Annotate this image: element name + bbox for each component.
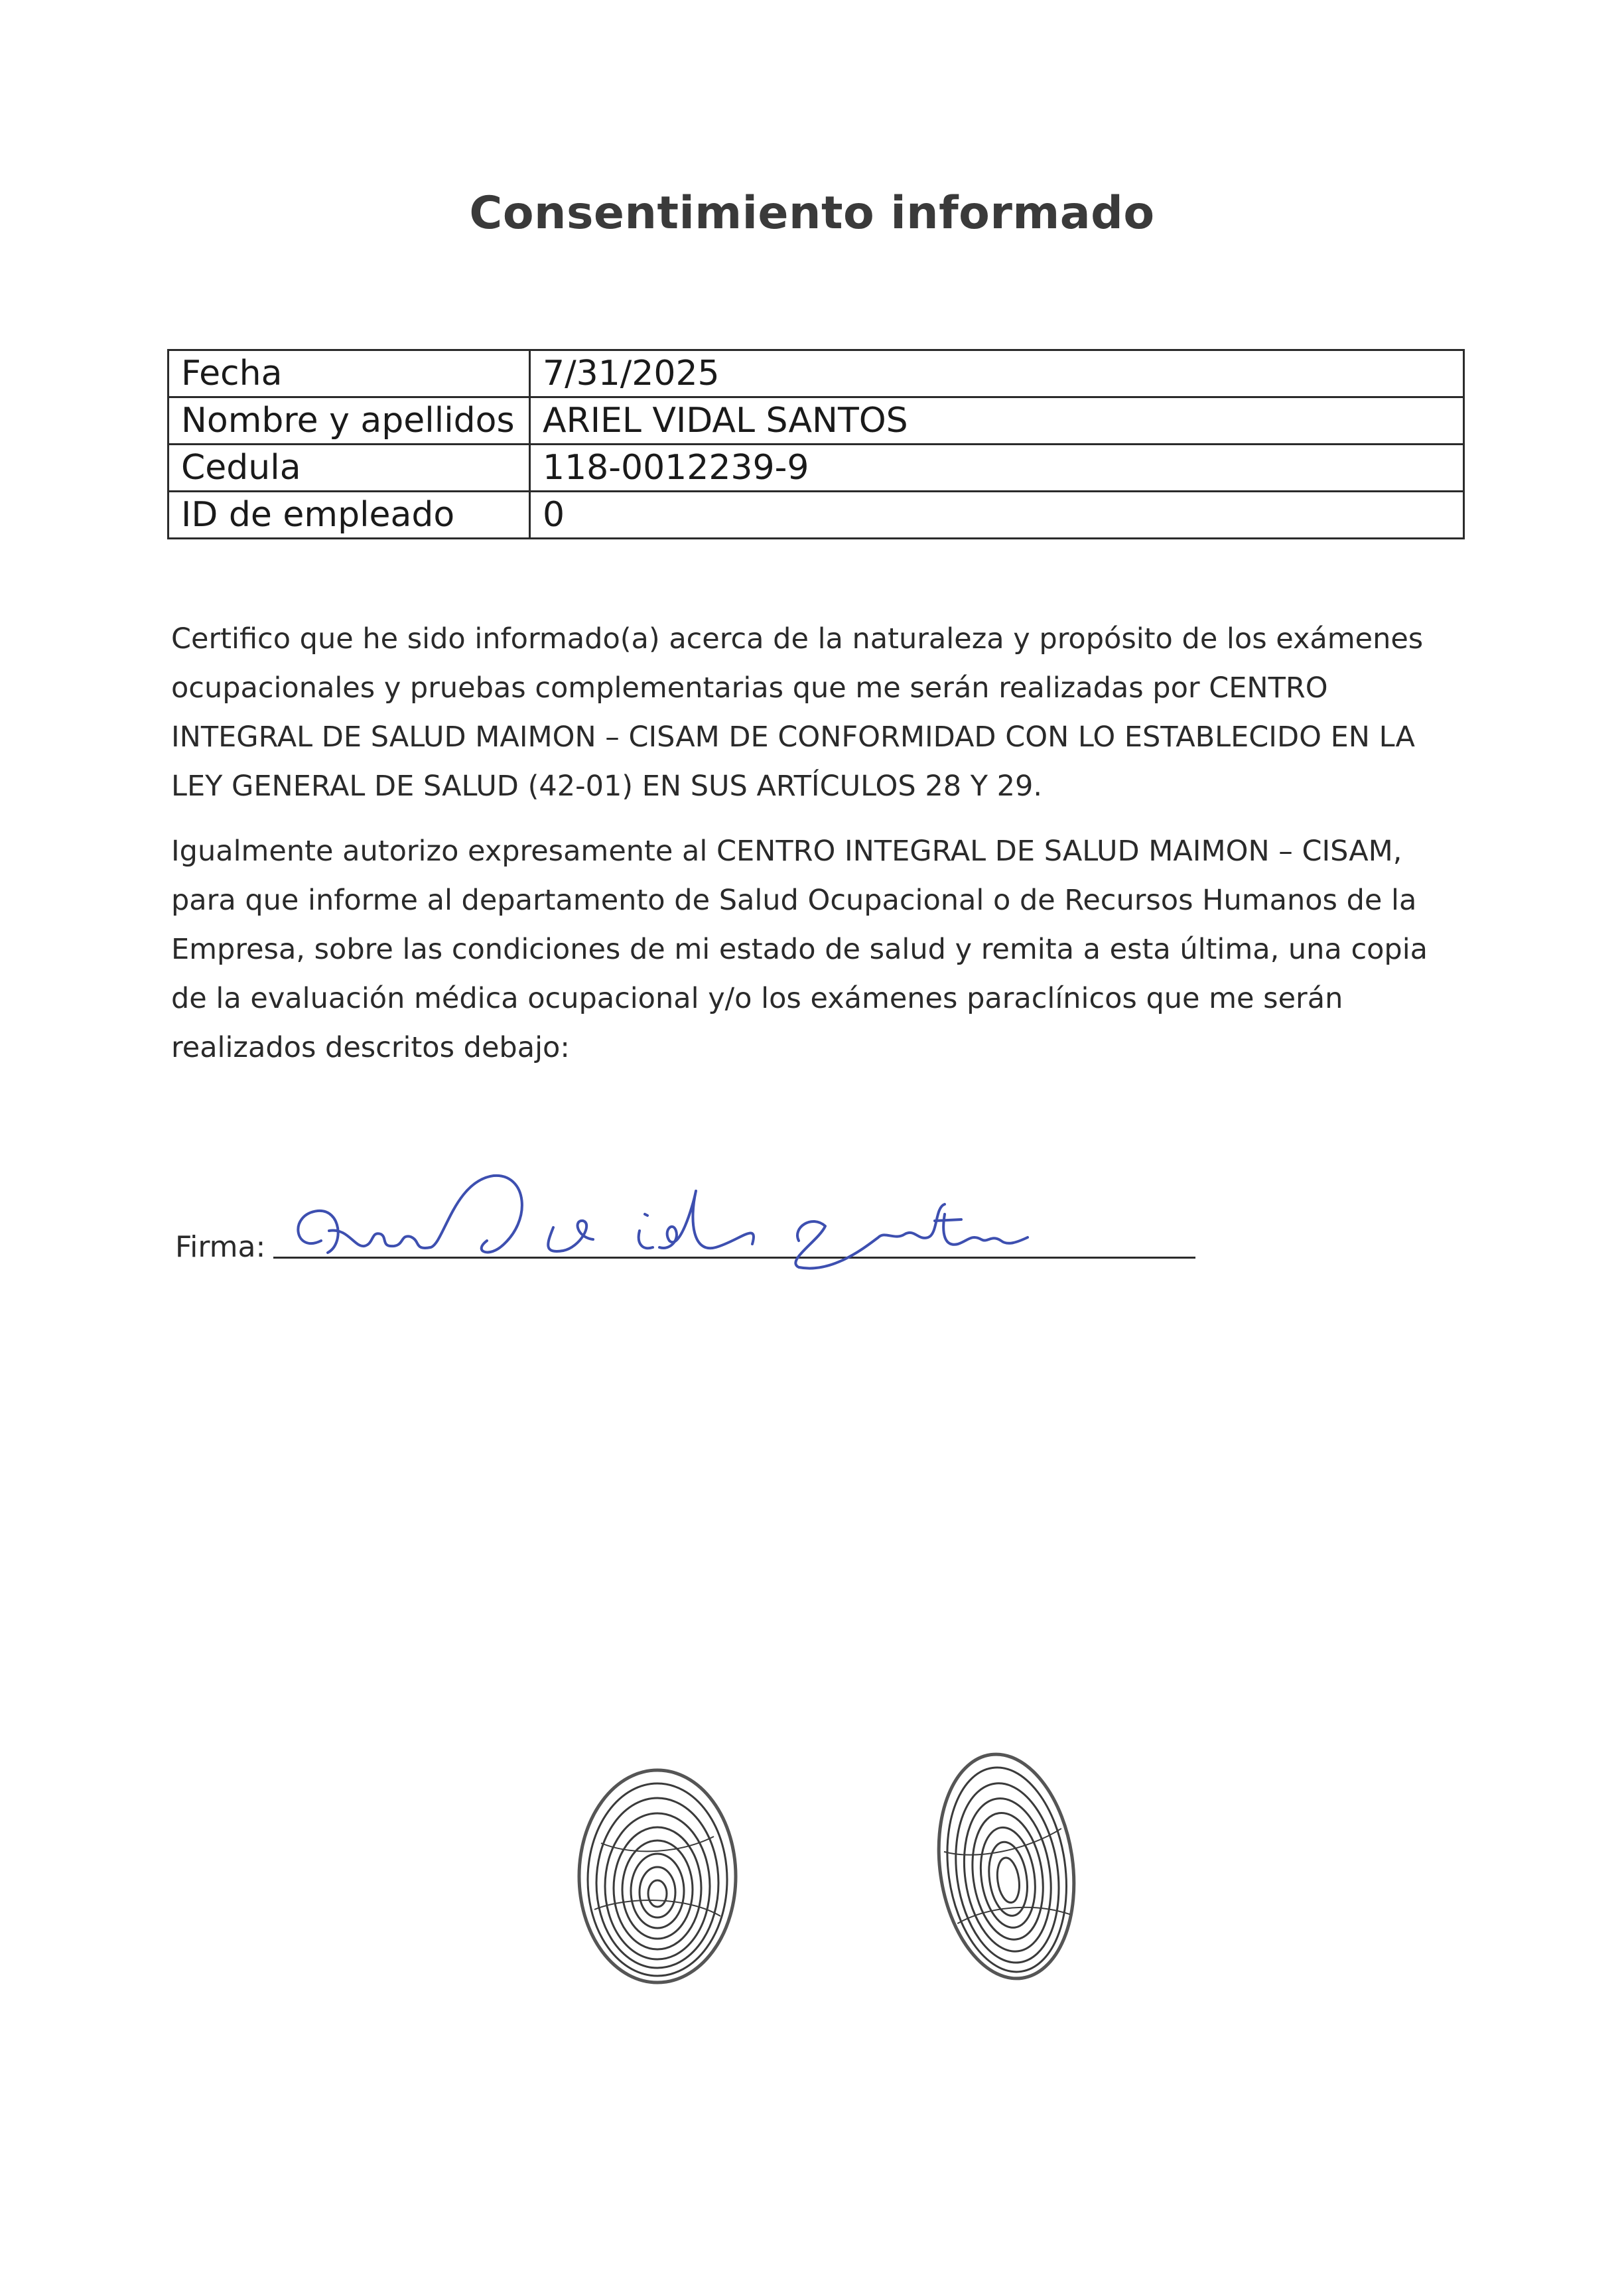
table-row <box>169 350 1464 397</box>
right-fingerprint <box>930 1744 1083 1989</box>
id-card-label: Cedula <box>169 445 530 492</box>
table-row <box>169 397 1464 445</box>
authorization-paragraph: Igualmente autorizo expresamente al CENTRO INTEGRAL DE SALUD MAIMON – CISAM, para que informe al departamento de Salud Ocupacional o de Recursos Humanos de la Empresa, sobre las condiciones de mi estado de salud y remita a esta última, una copia de la evaluación médica ocupacional y/o los exámenes paraclínicos que me serán realizados descritos debajo: <box>171 835 1428 1064</box>
date-label: Fecha <box>169 350 530 397</box>
employee-id-value: 0 <box>530 492 1464 539</box>
signature-label: Firma: <box>175 1230 266 1264</box>
personal-info-table <box>167 349 1465 539</box>
full-name-label: Nombre y apellidos <box>169 397 530 445</box>
page-title: Consentimiento informado <box>469 187 1155 240</box>
signature-block <box>175 1168 1210 1274</box>
employee-id-label: ID de empleado <box>169 492 530 539</box>
left-fingerprint <box>575 1764 740 1989</box>
table-row <box>169 492 1464 539</box>
table-row <box>169 445 1464 492</box>
full-name-value: ARIEL VIDAL SANTOS <box>530 397 1464 445</box>
handwritten-signature <box>281 1168 1111 1274</box>
certification-paragraph: Certifico que he sido informado(a) acerca de la naturaleza y propósito de los exámenes ocupacionales y pruebas complementarias que me serán realizadas por CENTRO INTEGRAL DE SALUD MAIMON – CISAM DE CONFORMIDAD CON LO ESTABLECIDO EN LA LEY GENERAL DE SALUD (42-01) EN SUS ARTÍCULOS 28 Y 29. <box>171 622 1424 803</box>
id-card-value: 118-0012239-9 <box>530 445 1464 492</box>
date-value: 7/31/2025 <box>530 350 1464 397</box>
